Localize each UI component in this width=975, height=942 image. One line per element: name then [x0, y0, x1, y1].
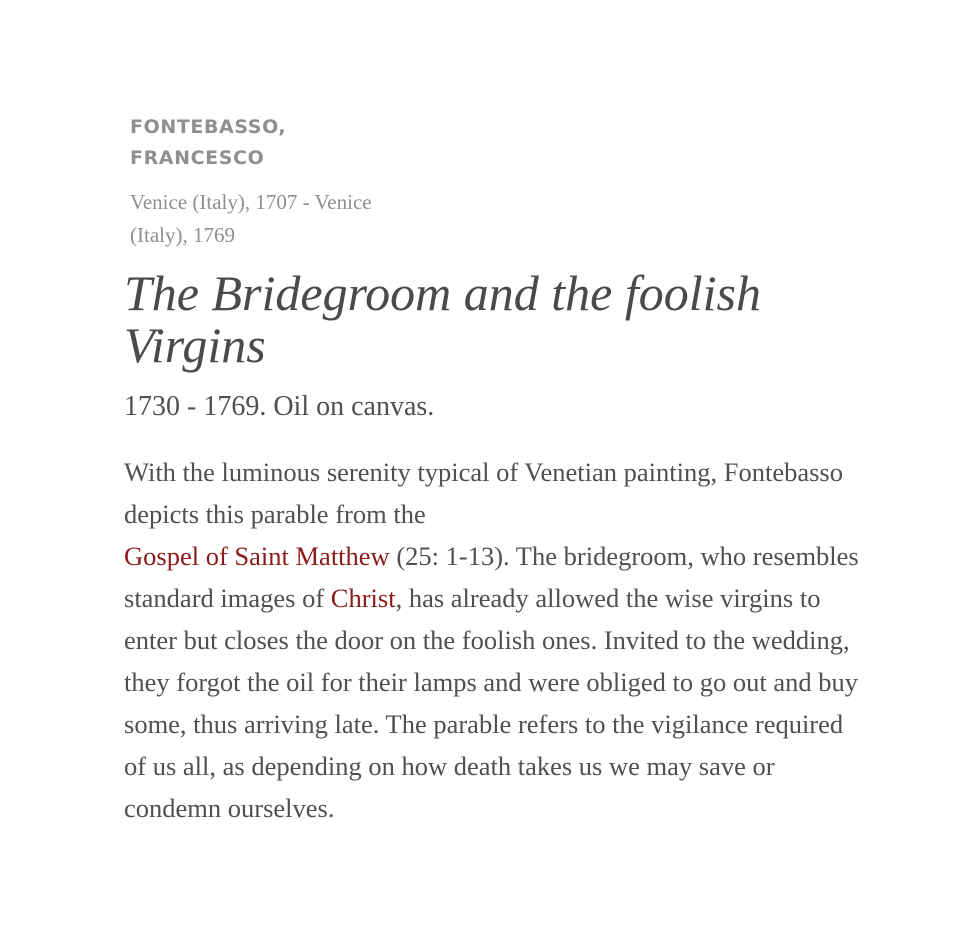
- artwork-meta: 1730 - 1769. Oil on canvas.: [124, 391, 435, 422]
- artwork-description: [124, 451, 864, 829]
- artist-name: [130, 112, 390, 174]
- christ-link[interactable]: Christ: [330, 583, 396, 613]
- gospel-of-saint-matthew-link[interactable]: Gospel of Saint Matthew: [124, 541, 390, 571]
- artist-name-line2: FRANCESCO: [130, 147, 265, 169]
- description-text-3: , has already allowed the wise virgins to enter but closes the door on the foolish ones. Invited to the wedding, they forgot the oil for their lamps and were obliged to go out and buy some, thus arriving late. The parable refers to the vigilance required of us all, as depending on how death takes us we may save or condemn ourselves.: [124, 583, 858, 823]
- artwork-title-line2: Virgins: [124, 317, 266, 373]
- artwork-title: [124, 267, 844, 371]
- description-text-1: With the luminous serenity typical of Venetian painting, Fontebasso depicts this parable from the: [124, 457, 843, 529]
- artist-name-line1: FONTEBASSO,: [130, 116, 287, 138]
- artist-origin-line2: (Italy), 1769: [130, 223, 235, 247]
- description-text-2: (25: 1-13). The bridegroom, who resembles standard images of: [124, 541, 859, 613]
- artwork-title-line1: The Bridegroom and the foolish: [124, 265, 762, 321]
- artist-origin-line1: Venice (Italy), 1707 - Venice: [130, 190, 372, 214]
- artist-origin: [130, 186, 410, 252]
